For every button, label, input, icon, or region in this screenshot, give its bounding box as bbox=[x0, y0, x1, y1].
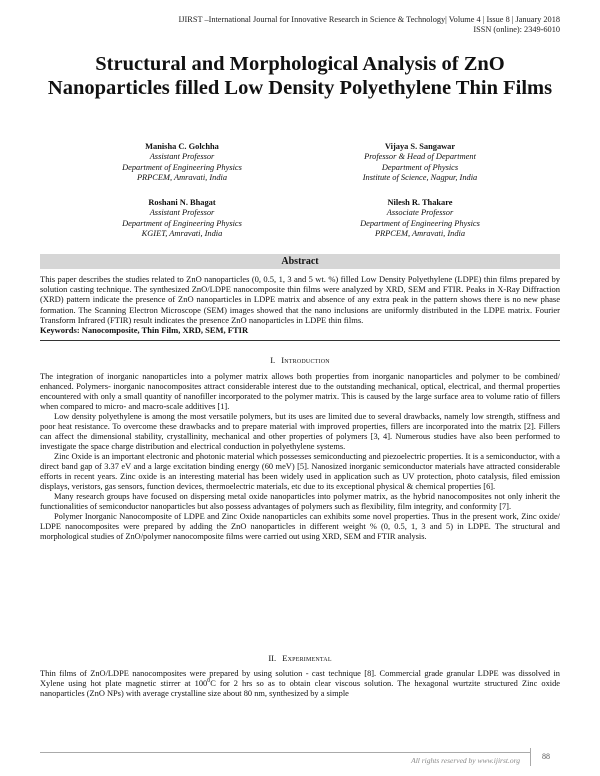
footer-rule bbox=[40, 752, 530, 753]
author-role: Assistant Professor bbox=[149, 208, 215, 218]
author-block bbox=[62, 198, 302, 240]
author-dept: Department of Engineering Physics bbox=[360, 218, 480, 228]
introduction-body bbox=[40, 372, 560, 542]
author-name: Manisha C. Golchha bbox=[145, 142, 219, 151]
author-name: Vijaya S. Sangawar bbox=[384, 142, 456, 151]
author-dept: Department of Physics bbox=[381, 162, 459, 172]
author-name: Roshani N. Bhagat bbox=[148, 198, 216, 207]
author-name: Nilesh R. Thakare bbox=[387, 198, 453, 207]
issn-line: ISSN (online): 2349-6010 bbox=[473, 25, 560, 34]
paragraph: Zinc Oxide is an important electronic and photonic material which possesses semiconducting and piezoelectric properties. It is a semiconductor, with a direct band gap of 3.37 eV and a large excitation binding energy (60 meV) [5]. Nanosized inorganic semiconductor materials have attracted considerable efforts in recent years. Zinc oxide is an interesting material has been widely used in application such as UV protection, photo catalysis, filed emission displays, veristors, gas sensors, function devices, thermoelectric materials, etc due to its exceptional physical & chemical properties [6]. bbox=[40, 452, 560, 491]
degree-superscript: 0 bbox=[207, 678, 211, 685]
paragraph-text: Thin films of ZnO/LDPE nanocomposites were prepared by using solution - cast technique [8]. Commercial grade granular LDPE was dissolved in Xylene using hot plate magnetic stirrer at 100 bbox=[40, 669, 560, 688]
section-number: I. bbox=[270, 355, 276, 365]
experimental-body bbox=[40, 669, 560, 699]
author-inst: PRPCEM, Amravati, India bbox=[374, 229, 466, 239]
author-dept: Department of Engineering Physics bbox=[122, 162, 242, 172]
abstract-text: This paper describes the studies related to ZnO nanoparticles (0, 0.5, 1, 3 and 5 wt. %) filled Low Density Polyethylene (LDPE) thin films prepared by solution casting technique. The synthesized ZnO/LDPE nanocomposite thin films were analyzed by XRD, SEM and FTIR. Peaks in X-Ray Diffraction (XRD) pattern indicate the presence of ZnO nanoparticles in LDPE matrix and absence of any extra peak in the pattern shows there is no new phase formation. The Scanning Electron Microscope (SEM) images showed that the nano inclusions are uniformly distributed in the LDPE matrix. Fourier Transform Infrared (FTIR) result indicates the presence ZnO nanoparticles in LDPE thin films. bbox=[40, 274, 560, 325]
author-block bbox=[300, 198, 540, 240]
paragraph: Low density polyethylene is among the most versatile polymers, but its uses are limited due to several drawbacks, namely low strength, stiffness and poor heat resistance. To overcome these drawbacks and to prepare material with improved properties, fillers are incorporated into the matrix [2]. Fillers can affect the dimensional stability, crystallinity, mechanical and other properties of polymers [3, 4]. Numerous studies have also been performed to investigate the space charge distribution and electrical conduction in polyethylene systems. bbox=[40, 412, 560, 451]
author-block bbox=[300, 142, 540, 184]
author-role: Associate Professor bbox=[386, 208, 454, 218]
abstract-heading: Abstract bbox=[40, 254, 560, 269]
paragraph: Many research groups have focused on dispersing metal oxide nanoparticles into polymer matrix, as the hybrid nanocomposites not only inherit the functionalities of semiconductor nanoparticles but also possess advantages of polymers such as flexibility, film integrity, and conformity [7]. bbox=[40, 492, 560, 511]
keywords: Keywords: Nanocomposite, Thin Film, XRD, SEM, FTIR bbox=[40, 325, 249, 335]
section-number: II. bbox=[268, 653, 277, 663]
author-block bbox=[62, 142, 302, 184]
author-inst: KGIET, Amravati, India bbox=[141, 229, 223, 239]
paragraph: The integration of inorganic nanoparticles into a polymer matrix allows both properties from inorganic nanoparticles and polymer to be combined/ enhanced. Polymers- inorganic nanocomposites attract considerable interest due to the outstanding mechanical, optical, electrical, and thermal properties encountered with only a small quantity of nanofiller incorporated to the polymer matrix. This is caused by the large surface area to volume ratio of fillers when compared to micro- and macro-scale additives [1]. bbox=[40, 372, 560, 411]
footer-text: All rights reserved by www.ijirst.org bbox=[411, 756, 520, 765]
journal-line: IJIRST –International Journal for Innovative Research in Science & Technology| Volume 4 | Issue 8 | January 2018 bbox=[178, 15, 560, 24]
section-title: Experimental bbox=[282, 653, 332, 663]
page-number: 88 bbox=[530, 748, 561, 766]
section-heading-introduction bbox=[40, 355, 560, 365]
author-dept: Department of Engineering Physics bbox=[122, 218, 242, 228]
paragraph: Polymer Inorganic Nanocomposite of LDPE and Zinc Oxide nanoparticles can exhibits some novel properties. Thus in the present work, Zinc oxide/ LDPE nanocomposites were prepared by adding the ZnO nanoparticles in different weight % (0, 0.5, 1, 3 and 5) in LDPE. The structural and morphological studies of ZnO/polymer nanocomposite films were carried out using XRD, SEM and FTIR analysis. bbox=[40, 512, 560, 541]
divider-rule bbox=[40, 340, 560, 341]
author-role: Assistant Professor bbox=[149, 152, 215, 162]
journal-header bbox=[40, 15, 560, 35]
paper-title: Structural and Morphological Analysis of ZnO Nanoparticles filled Low Density Polyethylene Thin Films bbox=[47, 53, 553, 99]
paragraph-text: C for 2 hrs so as to obtain clear viscous solution. The hexagonal wurtzite structured Zinc oxide nanoparticles (ZnO NPs) with average crystalline size about 80 nm, synthesized by a simple bbox=[40, 679, 560, 698]
author-inst: PRPCEM, Amravati, India bbox=[136, 173, 228, 183]
author-role: Professor & Head of Department bbox=[364, 152, 476, 162]
paragraph bbox=[40, 669, 560, 699]
section-title: Introduction bbox=[281, 355, 330, 365]
author-inst: Institute of Science, Nagpur, India bbox=[362, 173, 478, 183]
section-heading-experimental bbox=[40, 653, 560, 663]
